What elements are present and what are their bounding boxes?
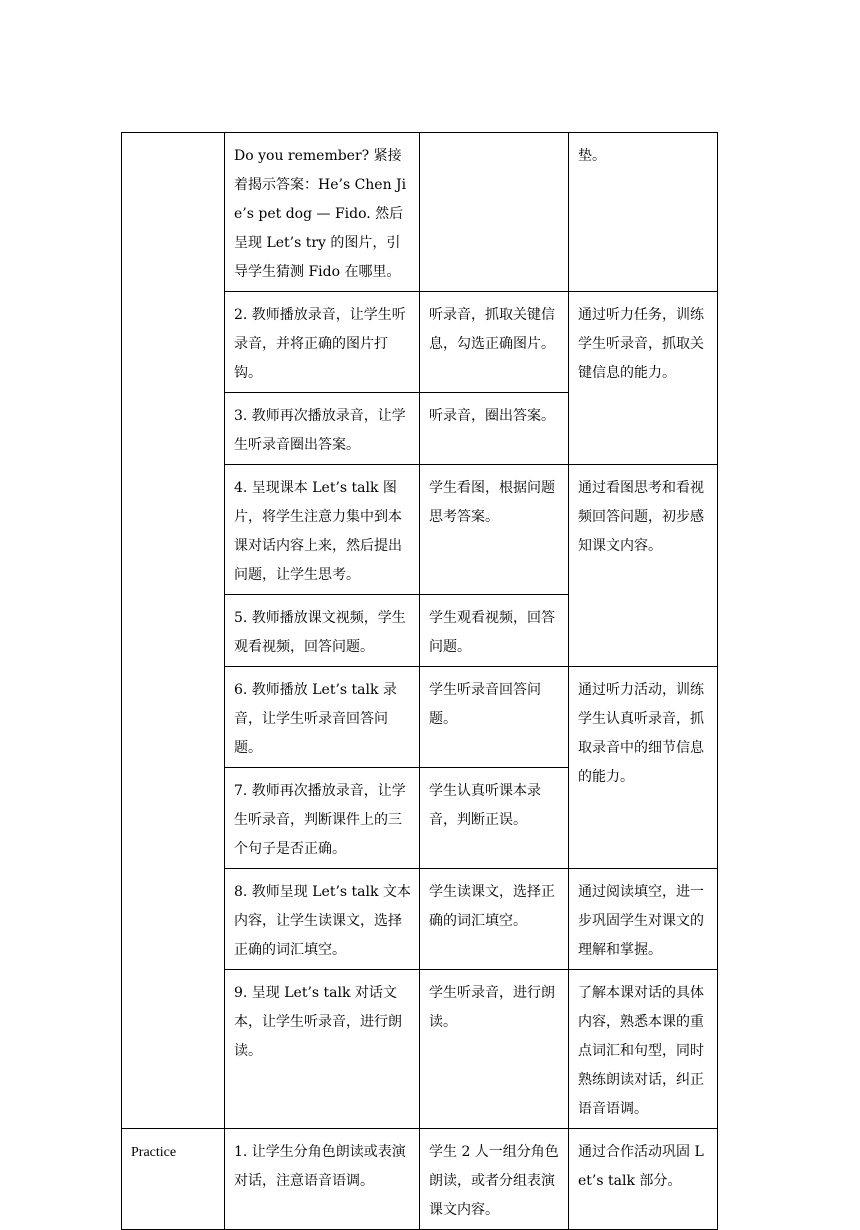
stage-cell: Practice (122, 1129, 225, 1230)
purpose-cell: 了解本课对话的具体内容，熟悉本课的重点词汇和句型，同时熟练朗读对话，纠正语音语调。 (569, 970, 718, 1129)
purpose-cell: 通过听力任务，训练学生听录音，抓取关键信息的能力。 (569, 292, 718, 465)
table-row (122, 1129, 718, 1230)
teacher-activity-cell: 5. 教师播放课文视频，学生观看视频，回答问题。 (225, 595, 420, 667)
student-activity-cell (420, 133, 569, 292)
student-activity-cell: 听录音，抓取关键信息，勾选正确图片。 (420, 292, 569, 393)
teacher-activity-cell: 7. 教师再次播放录音，让学生听录音，判断课件上的三个句子是否正确。 (225, 768, 420, 869)
purpose-cell: 通过看图思考和看视频回答问题，初步感知课文内容。 (569, 465, 718, 667)
teacher-activity-cell: 1. 让学生分角色朗读或表演对话，注意语音语调。 (225, 1129, 420, 1230)
student-activity-cell: 学生读课文，选择正确的词汇填空。 (420, 869, 569, 970)
table-row (122, 133, 718, 292)
purpose-cell: 通过合作活动巩固 Let’s talk 部分。 (569, 1129, 718, 1230)
student-activity-cell: 学生看图，根据问题思考答案。 (420, 465, 569, 595)
teacher-activity-cell: 2. 教师播放录音，让学生听录音，并将正确的图片打钩。 (225, 292, 420, 393)
teacher-activity-cell: 8. 教师呈现 Let’s talk 文本内容，让学生读课文，选择正确的词汇填空。 (225, 869, 420, 970)
stage-cell (122, 133, 225, 1129)
student-activity-cell: 学生听录音，进行朗读。 (420, 970, 569, 1129)
teacher-activity-cell: 4. 呈现课本 Let’s talk 图片，将学生注意力集中到本课对话内容上来，然后提出问题，让学生思考。 (225, 465, 420, 595)
student-activity-cell: 学生观看视频，回答问题。 (420, 595, 569, 667)
teacher-activity-cell: 6. 教师播放 Let’s talk 录音，让学生听录音回答问题。 (225, 667, 420, 768)
student-activity-cell: 学生 2 人一组分角色朗读，或者分组表演课文内容。 (420, 1129, 569, 1230)
purpose-cell: 通过听力活动，训练学生认真听录音，抓取录音中的细节信息的能力。 (569, 667, 718, 869)
teacher-activity-cell: 3. 教师再次播放录音，让学生听录音圈出答案。 (225, 393, 420, 465)
purpose-cell: 垫。 (569, 133, 718, 292)
purpose-cell: 通过阅读填空，进一步巩固学生对课文的理解和掌握。 (569, 869, 718, 970)
student-activity-cell: 学生听录音回答问题。 (420, 667, 569, 768)
teacher-activity-cell: 9. 呈现 Let’s talk 对话文本，让学生听录音，进行朗读。 (225, 970, 420, 1129)
lesson-plan-table (121, 132, 718, 1230)
teacher-activity-cell: Do you remember? 紧接着揭示答案：He’s Chen Jie’s pet dog — Fido. 然后呈现 Let’s try 的图片，引导学生猜测 Fido 在哪里。 (225, 133, 420, 292)
student-activity-cell: 听录音，圈出答案。 (420, 393, 569, 465)
student-activity-cell: 学生认真听课本录音，判断正误。 (420, 768, 569, 869)
